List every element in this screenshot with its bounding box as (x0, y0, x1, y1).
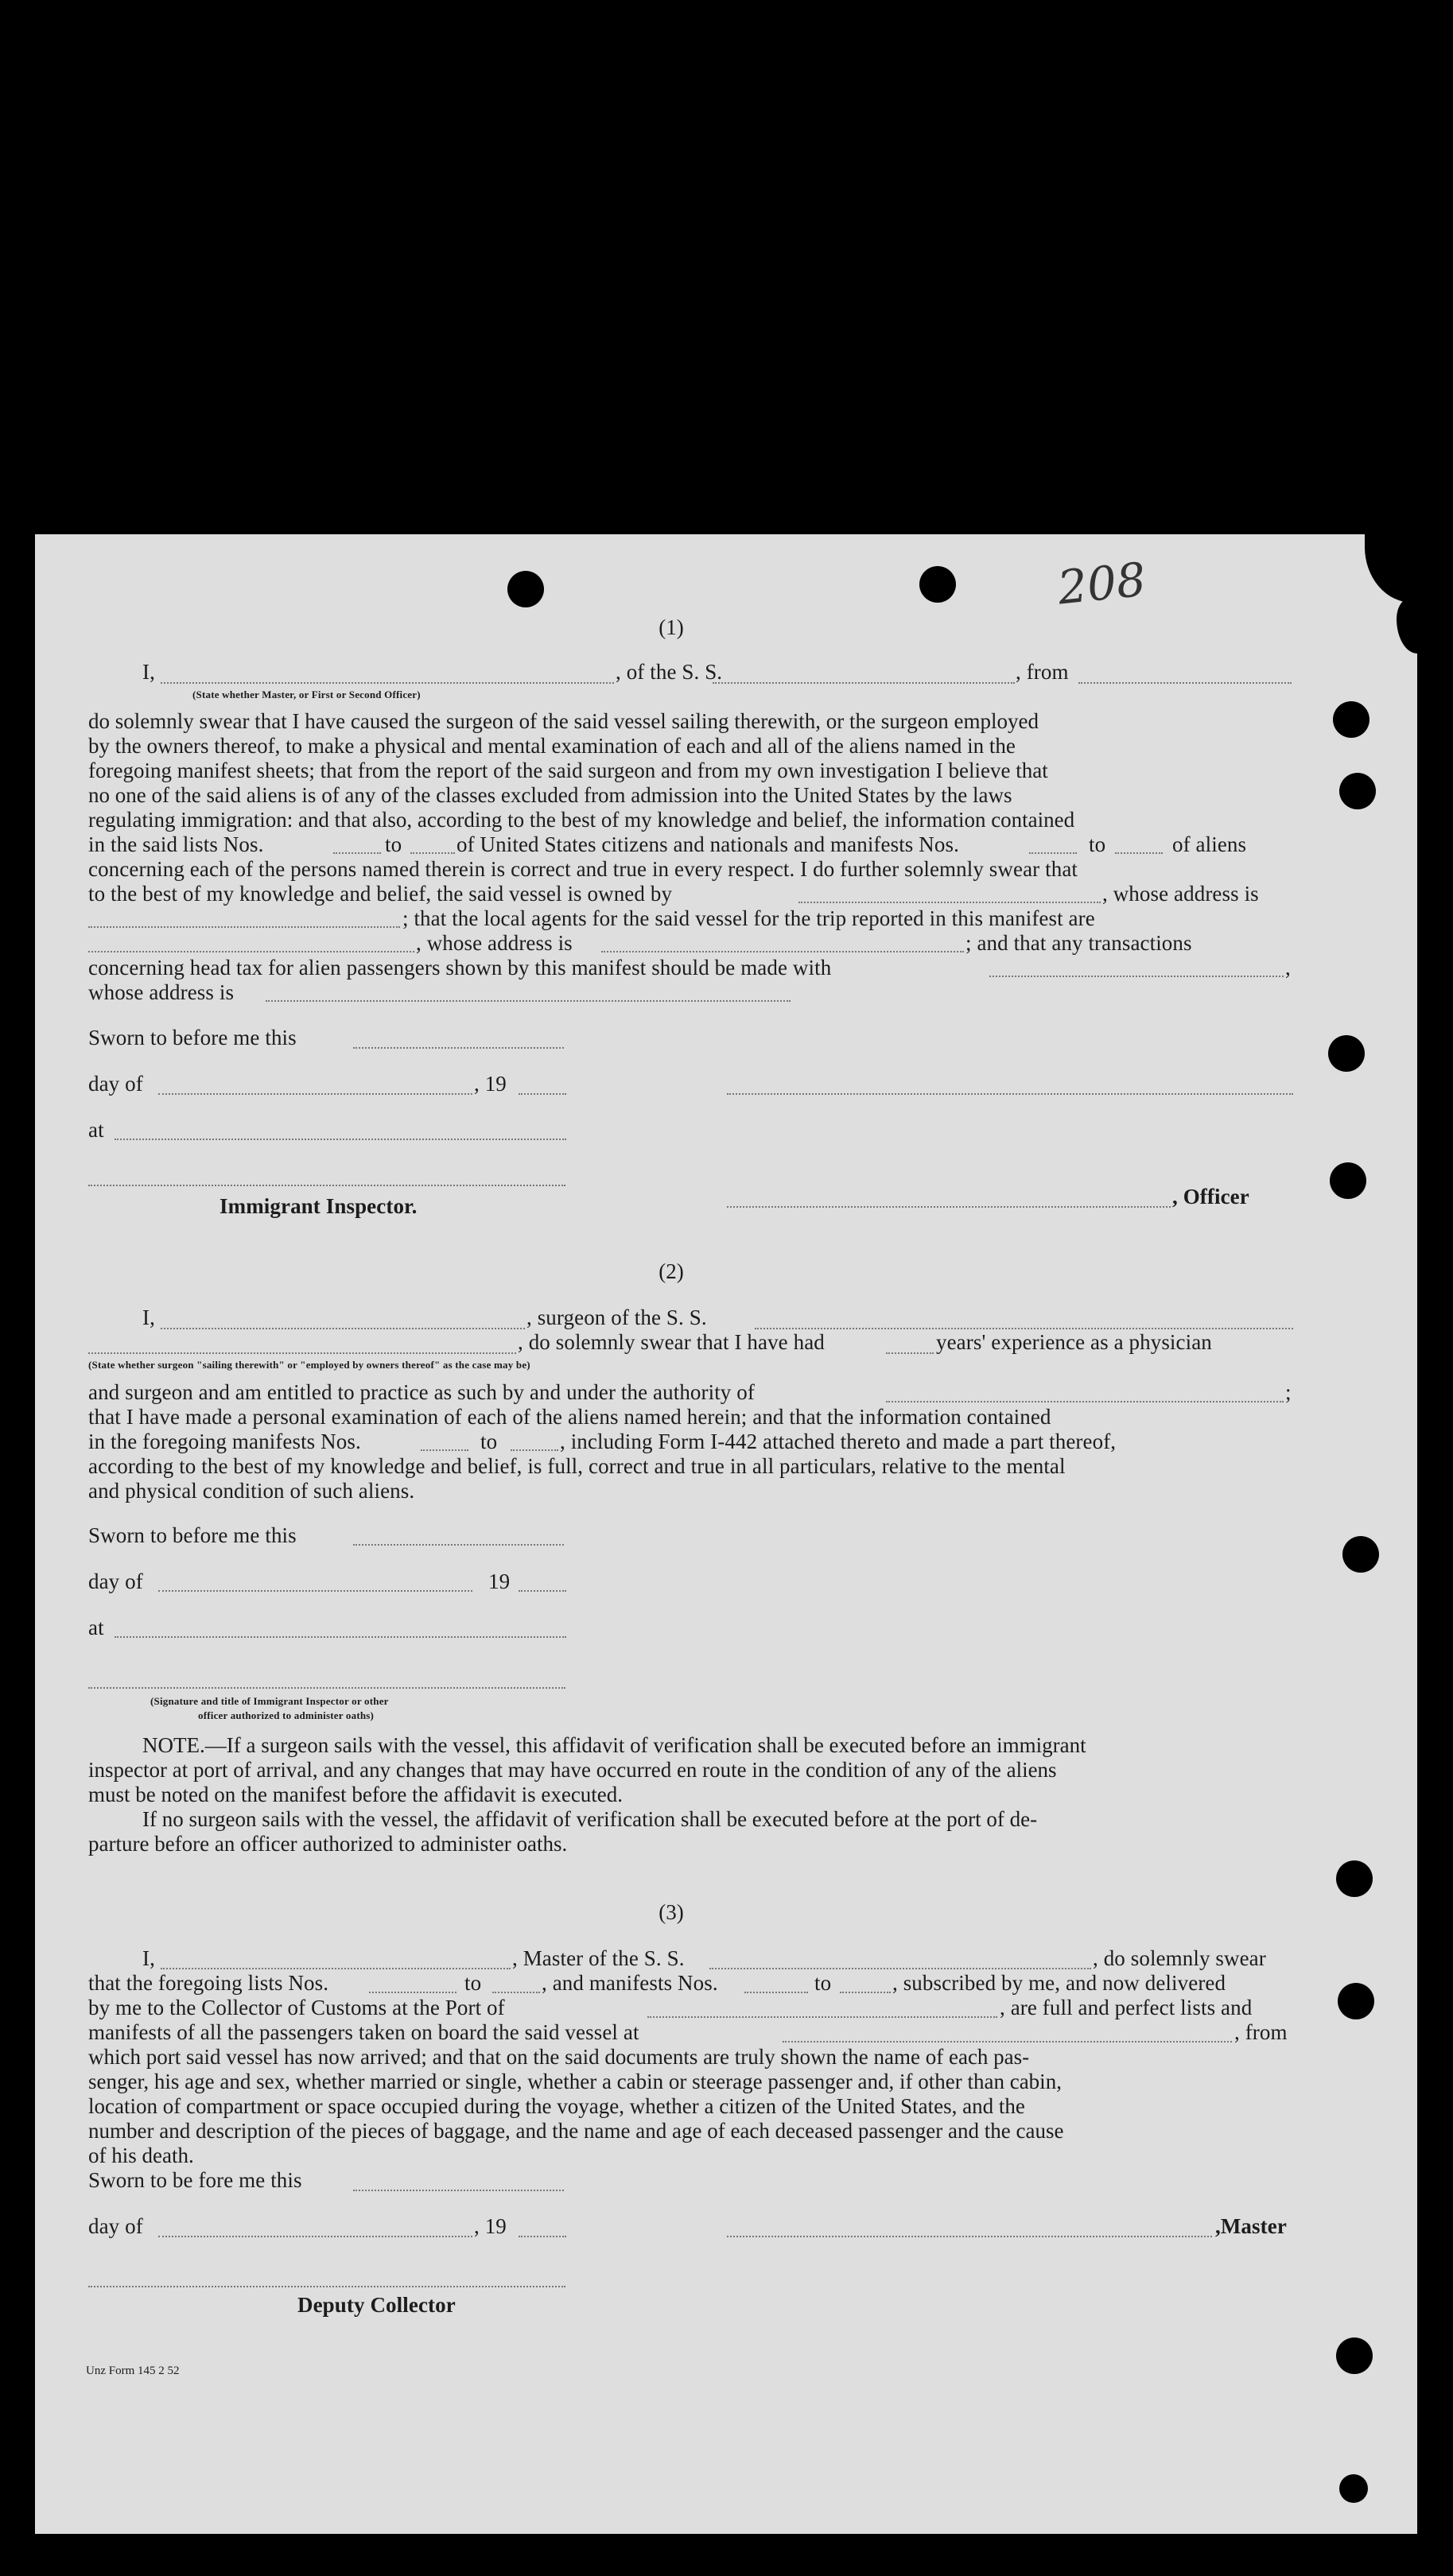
s3-paragraph (88, 2045, 1265, 2168)
s3-manifests-to: to (814, 1971, 832, 1995)
s1-from: , from (1016, 660, 1069, 684)
punch-hole (1328, 1035, 1365, 1072)
nos-including: , including Form I-442 attached thereto and made a part thereof, (560, 1430, 1117, 1453)
surgeon-vessel-field (755, 1328, 1293, 1329)
s3-i: I, (142, 1946, 155, 1970)
s3-swear: , do solemnly swear (1093, 1946, 1266, 1970)
lists-to-field (410, 852, 455, 854)
owner-field (798, 902, 1101, 903)
owned-text: to the best of my knowledge and belief, the said vessel is owned by (88, 882, 673, 906)
years-field (886, 1352, 934, 1354)
officer-name-field (727, 1206, 1171, 1208)
s2-swear: , do solemnly swear that I have had (518, 1330, 825, 1354)
s2-manifest-to-field (511, 1449, 558, 1451)
lists-text-d: to (1089, 832, 1106, 856)
s3-master-signature-field (727, 2236, 1212, 2237)
day-of-text: day of (88, 1072, 143, 1096)
punch-hole (919, 566, 956, 603)
headtax-comma: , (1285, 956, 1291, 980)
s3-collector: by me to the Collector of Customs at the Port of (88, 1996, 505, 2019)
whose-address-final: whose address is (88, 980, 235, 1004)
s3-port-field (647, 2016, 997, 2018)
s2-at: at (88, 1616, 104, 1639)
s3-from: , from (1234, 2020, 1288, 2044)
s2-day-field (158, 1590, 472, 1592)
authority-semicolon: ; (1285, 1380, 1292, 1404)
s3-lists-to-field (492, 1992, 540, 1993)
nos-text: in the foregoing manifests Nos. (88, 1430, 361, 1453)
s3-manifests-of: manifests of all the passengers taken on board the said vessel at (88, 2020, 639, 2044)
section-1-paragraph (88, 709, 1265, 832)
form-sheet (35, 534, 1417, 2534)
s2-years: years' experience as a physician (936, 1330, 1212, 1354)
s3-master-of: , Master of the S. S. (512, 1946, 685, 1970)
s2-sworn-text: Sworn to before me this (88, 1523, 297, 1547)
sworn-field (353, 1047, 564, 1049)
inspector-signature-field (88, 1185, 565, 1186)
inspector-label: Immigrant Inspector. (220, 1194, 418, 1218)
s2-at-field (115, 1636, 566, 1638)
note-line: inspector at port of arrival, and any changes that may have occurred en route in the condition of any of the aliens (88, 1758, 1057, 1782)
s2-manifest-from-field (421, 1449, 468, 1451)
whose-address-text: , whose address is (416, 931, 573, 955)
s3-line: number and description of the pieces of baggage, and the name and age of each deceased passenger and the cause (88, 2119, 1064, 2143)
agents-field (88, 951, 414, 952)
section-2-heading: (2) (659, 1259, 684, 1283)
s2-sworn-field (353, 1544, 564, 1546)
s2-day-of: day of (88, 1569, 143, 1593)
vessel-name-field (713, 682, 1015, 684)
s3-sworn: Sworn to be fore me this (88, 2168, 302, 2192)
s2-i: I, (142, 1305, 155, 1329)
s3-manifests-from-field (744, 1992, 808, 1993)
officer-signature-field (727, 1093, 1293, 1095)
manifests-from-field (1029, 852, 1077, 854)
s3-line: senger, his age and sex, whether married or single, whether a cabin or steerage passenger and, if other than cabin, (88, 2070, 1062, 2093)
punch-hole (1336, 2337, 1373, 2374)
para-line: do solemnly swear that I have caused the surgeon of the said vessel sailing therewith, or the surgeon employed (88, 709, 1039, 733)
note-line: If no surgeon sails with the vessel, the affidavit of verification shall be executed before at the port of de- (142, 1807, 1038, 1831)
s3-year-field (519, 2236, 566, 2237)
surgeon-status-field (88, 1352, 516, 1354)
punch-hole (1336, 1860, 1373, 1897)
sig-note-2: officer authorized to administer oaths) (198, 1709, 375, 1721)
section-3-heading: (3) (659, 1900, 684, 1924)
s1-of-ss: , of the S. S. (616, 660, 723, 684)
s3-master-field (161, 1968, 511, 1969)
s2-year-text: 19 (488, 1569, 511, 1593)
concerning-line: concerning each of the persons named therein is correct and true in every respect. I do further solemnly swear that (88, 857, 1078, 881)
master-note: (State whether Master, or First or Second Officer) (192, 689, 421, 700)
s3-line: location of compartment or space occupied during the voyage, whether a citizen of the United States, and the (88, 2094, 1025, 2118)
phys-line: and physical condition of such aliens. (88, 1479, 415, 1503)
handwritten-page-number: 208 (1055, 552, 1148, 615)
year-field (519, 1093, 566, 1095)
note-line: NOTE.—If a surgeon sails with the vessel, this affidavit of verification shall be executed before an immigrant (142, 1733, 1086, 1757)
s3-year-text: , 19 (474, 2214, 507, 2238)
s3-master-label: ,Master (1215, 2214, 1287, 2238)
deputy-label: Deputy Collector (297, 2293, 456, 2317)
torn-corner (1365, 531, 1420, 603)
para-line: foregoing manifest sheets; that from the report of the said surgeon and from my own investigation I believe that (88, 758, 1048, 782)
officer-label: , Officer (1172, 1185, 1249, 1208)
s2-surgeon-of: , surgeon of the S. S. (526, 1305, 707, 1329)
s3-lists: that the foregoing lists Nos. (88, 1971, 329, 1995)
authority-field (886, 1401, 1284, 1402)
surgeon-note: (State whether surgeon "sailing therewith" or "employed by owners thereof" as the case may be) (88, 1359, 530, 1371)
s3-subscribed: , subscribed by me, and now delivered (892, 1971, 1226, 1995)
deputy-signature-field (88, 2286, 565, 2287)
para-line: by the owners thereof, to make a physical and mental examination of each and all of the aliens named in the (88, 734, 1016, 758)
s3-sworn-field (353, 2190, 564, 2191)
s3-line: of his death. (88, 2143, 194, 2167)
lists-text-c: of United States citizens and nationals and manifests Nos. (456, 832, 959, 856)
headtax-address-field (266, 1000, 791, 1002)
s3-lists-to: to (464, 1971, 482, 1995)
year-text: , 19 (474, 1072, 507, 1096)
punch-hole (1333, 701, 1369, 738)
s3-vessel-field (709, 1968, 1091, 1969)
agents-text: ; that the local agents for the said vessel for the trip reported in this manifest are (402, 906, 1095, 930)
punch-hole (1338, 1983, 1374, 2019)
owner-address-field (88, 926, 400, 928)
from-port-field (1078, 682, 1292, 684)
headtax-text: concerning head tax for alien passengers shown by this manifest should be made with (88, 956, 832, 980)
sig-note-1: (Signature and title of Immigrant Inspector or other (150, 1695, 389, 1707)
punch-hole (1342, 1536, 1379, 1573)
s1-i: I, (142, 660, 155, 684)
acc-line: according to the best of my knowledge and belief, is full, correct and true in all particulars, relative to the mental (88, 1454, 1066, 1478)
s3-embark-port-field (783, 2041, 1232, 2043)
lists-text-e: of aliens (1172, 832, 1247, 856)
s3-lists-from-field (369, 1992, 456, 1993)
sworn-text: Sworn to before me this (88, 1026, 297, 1049)
note-paragraph (88, 1733, 1265, 1856)
para-line: no one of the said aliens is of any of the classes excluded from admission into the United States by the laws (88, 783, 1012, 807)
owned-address-text: , whose address is (1102, 882, 1259, 906)
s2-signature-field (88, 1687, 565, 1689)
s3-manifests: , and manifests Nos. (542, 1971, 718, 1995)
agents-address-field (601, 951, 964, 952)
s3-day-of: day of (88, 2214, 143, 2238)
punch-hole (1339, 2474, 1368, 2503)
nos-to: to (480, 1430, 498, 1453)
punch-hole (507, 571, 544, 607)
punch-hole (1339, 773, 1376, 809)
para-line: regulating immigration: and that also, according to the best of my knowledge and belief, the information contained (88, 808, 1075, 832)
at-text: at (88, 1118, 104, 1142)
note-line: parture before an officer authorized to administer oaths. (88, 1832, 568, 1856)
s3-line: which port said vessel has now arrived; and that on the said documents are truly shown the name of each pas- (88, 2045, 1030, 2069)
manifests-to-field (1115, 852, 1163, 854)
day-field (158, 1093, 472, 1095)
s3-manifests-to-field (840, 1992, 891, 1993)
s3-full-lists: , are full and perfect lists and (1000, 1996, 1253, 2019)
punch-hole (1330, 1162, 1366, 1199)
master-name-field (161, 682, 614, 684)
section-1-heading: (1) (659, 615, 684, 639)
exam-line: that I have made a personal examination of each of the aliens named herein; and that the information contained (88, 1405, 1051, 1429)
headtax-field (989, 976, 1284, 977)
transactions-text: ; and that any transactions (965, 931, 1192, 955)
torn-edge (1397, 598, 1420, 654)
authority-text: and surgeon and am entitled to practice as such by and under the authority of (88, 1380, 755, 1404)
surgeon-name-field (161, 1328, 525, 1329)
form-number: Unz Form 145 2 52 (86, 2365, 180, 2377)
s3-day-field (158, 2236, 472, 2237)
lists-text-b: to (385, 832, 402, 856)
at-field (115, 1139, 566, 1140)
note-line: must be noted on the manifest before the affidavit is executed. (88, 1783, 624, 1806)
lists-from-field (333, 852, 381, 854)
s2-year-field (519, 1590, 566, 1592)
lists-text-a: in the said lists Nos. (88, 832, 264, 856)
